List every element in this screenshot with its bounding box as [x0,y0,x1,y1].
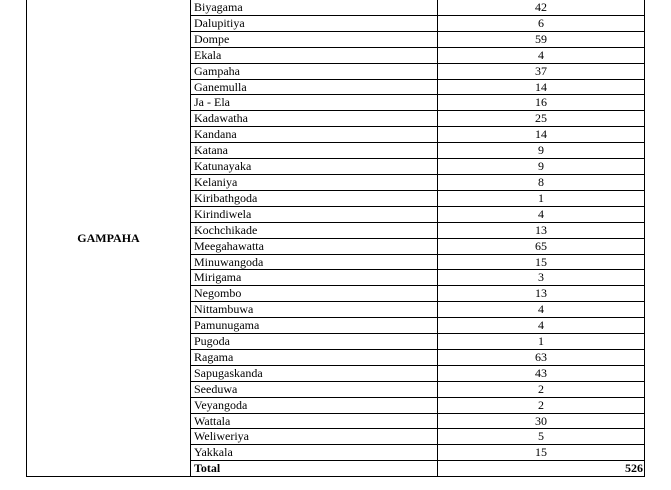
count-cell: 63 [438,349,645,365]
area-name-cell: Kiribathgoda [191,190,438,206]
count-cell: 43 [438,365,645,381]
area-name-cell: Dompe [191,31,438,47]
total-label-cell: Total [191,461,438,477]
count-cell: 3 [438,270,645,286]
count-cell: 13 [438,222,645,238]
area-name-cell: Negombo [191,286,438,302]
area-name-cell: Meegahawatta [191,238,438,254]
area-name-cell: Dalupitiya [191,15,438,31]
district-area-count-table [26,0,645,477]
count-cell: 16 [438,95,645,111]
count-cell: 25 [438,111,645,127]
area-name-cell: Kadawatha [191,111,438,127]
count-cell: 9 [438,159,645,175]
count-cell: 14 [438,127,645,143]
area-name-cell: Yakkala [191,445,438,461]
count-cell: 15 [438,254,645,270]
area-name-cell: Ragama [191,349,438,365]
area-name-cell: Kirindiwela [191,206,438,222]
count-cell: 8 [438,174,645,190]
count-cell: 30 [438,413,645,429]
count-cell: 2 [438,381,645,397]
area-name-cell: Sapugaskanda [191,365,438,381]
count-cell: 13 [438,286,645,302]
count-cell: 4 [438,47,645,63]
total-count-cell: 526 [438,461,645,477]
area-name-cell: Katana [191,143,438,159]
area-name-cell: Nittambuwa [191,302,438,318]
count-cell: 14 [438,79,645,95]
count-cell: 1 [438,334,645,350]
area-name-cell: Pugoda [191,334,438,350]
area-name-cell: Mirigama [191,270,438,286]
count-cell: 1 [438,190,645,206]
area-name-cell: Katunayaka [191,159,438,175]
count-cell: 37 [438,63,645,79]
count-cell: 59 [438,31,645,47]
area-name-cell: Weliweriya [191,429,438,445]
area-name-cell: Pamunugama [191,318,438,334]
area-name-cell: Kochchikade [191,222,438,238]
area-name-cell: Kelaniya [191,174,438,190]
count-cell: 4 [438,318,645,334]
count-cell: 2 [438,397,645,413]
count-cell: 15 [438,445,645,461]
count-cell: 65 [438,238,645,254]
area-name-cell: Ekala [191,47,438,63]
area-name-cell: Biyagama [191,0,438,15]
district-name-cell: GAMPAHA [27,0,191,477]
count-cell: 5 [438,429,645,445]
count-cell: 9 [438,143,645,159]
count-cell: 42 [438,0,645,15]
count-cell: 4 [438,206,645,222]
area-name-cell: Seeduwa [191,381,438,397]
area-name-cell: Veyangoda [191,397,438,413]
count-cell: 6 [438,15,645,31]
area-name-cell: Kandana [191,127,438,143]
area-name-cell: Gampaha [191,63,438,79]
count-cell: 4 [438,302,645,318]
area-name-cell: Ja - Ela [191,95,438,111]
table-body [27,0,645,477]
area-name-cell: Wattala [191,413,438,429]
table-row [27,0,645,15]
area-name-cell: Ganemulla [191,79,438,95]
area-name-cell: Minuwangoda [191,254,438,270]
